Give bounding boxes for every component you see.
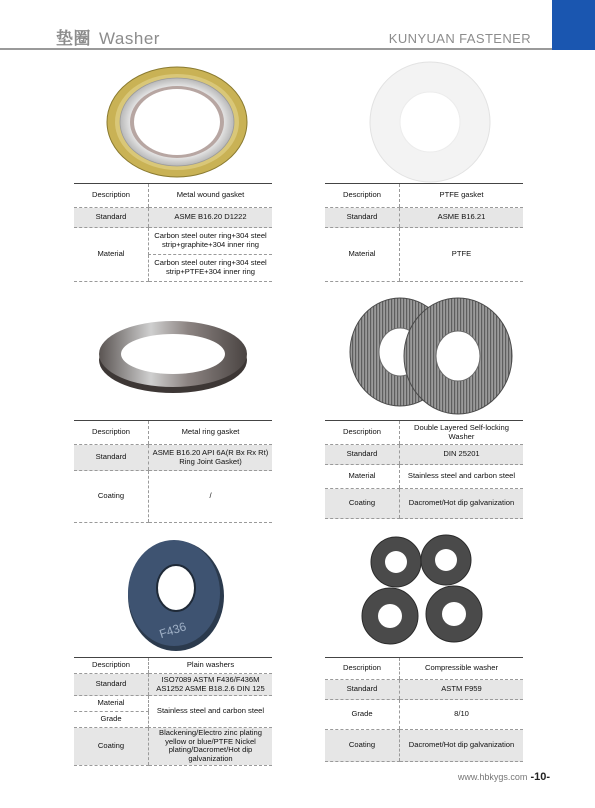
row-value: Stainless steel and carbon steel <box>149 696 273 728</box>
row-value: ASME B16.20 API 6A(R Bx Rx Rt) Ring Joint Gasket) <box>149 445 273 471</box>
row-label: Grade <box>74 712 149 728</box>
row-value: / <box>149 471 273 523</box>
plain-washer-photo <box>126 536 226 654</box>
row-label: Material <box>74 696 149 712</box>
spec-table-3 <box>74 420 272 523</box>
row-value: Dacromet/Hot dip galvanization <box>400 730 524 762</box>
row-label: Material <box>74 228 149 282</box>
row-label: Standard <box>74 208 149 228</box>
row-label: Description <box>74 421 149 445</box>
ptfe-gasket-photo <box>368 60 492 184</box>
spec-table-2 <box>325 183 523 282</box>
row-label: Coating <box>325 489 400 519</box>
table-row <box>74 674 272 696</box>
row-label: Standard <box>74 445 149 471</box>
spec-table-1 <box>74 183 272 282</box>
row-label: Coating <box>74 728 149 766</box>
table-row <box>74 184 272 208</box>
row-label: Standard <box>325 445 400 465</box>
page-title-cn: 垫圈 <box>56 29 91 48</box>
row-value: Double Layered Self-locking Washer <box>400 421 524 445</box>
row-value: Metal ring gasket <box>149 421 273 445</box>
row-value: Carbon steel outer ring+304 steel strip+graphite+304 inner ring <box>149 228 273 255</box>
row-value: Metal wound gasket <box>149 184 273 208</box>
row-value: Stainless steel and carbon steel <box>400 465 524 489</box>
row-label: Coating <box>74 471 149 523</box>
row-label: Description <box>74 184 149 208</box>
row-label: Description <box>325 184 400 208</box>
table-row <box>325 730 523 762</box>
row-label: Material <box>325 228 400 282</box>
table-row <box>74 228 272 255</box>
row-value: DIN 25201 <box>400 445 524 465</box>
table-row <box>325 465 523 489</box>
website-url: www.hbkygs.com <box>457 772 528 782</box>
row-value: Carbon steel outer ring+304 steel strip+PTFE+304 inner ring <box>149 255 273 282</box>
row-label: Standard <box>325 208 400 228</box>
table-row <box>325 700 523 730</box>
page-number: -10- <box>530 771 550 783</box>
header-divider <box>0 48 552 50</box>
page-footer <box>458 771 550 783</box>
corner-tab <box>552 0 595 50</box>
spec-table-6 <box>325 657 523 762</box>
row-value: Compressible washer <box>400 658 524 680</box>
table-row <box>325 489 523 519</box>
row-value: ASTM F959 <box>400 680 524 700</box>
row-label: Description <box>325 658 400 680</box>
row-value: 8/10 <box>400 700 524 730</box>
table-row <box>325 445 523 465</box>
table-row <box>325 184 523 208</box>
row-value: ASME B16.21 <box>400 208 524 228</box>
table-row <box>74 728 272 766</box>
row-value: PTFE gasket <box>400 184 524 208</box>
row-value: Dacromet/Hot dip galvanization <box>400 489 524 519</box>
brand-name: KUNYUAN FASTENER <box>388 31 531 46</box>
table-row <box>74 421 272 445</box>
page-header <box>0 0 595 52</box>
row-value: ISO7089 ASTM F436/F436M AS1252 ASME B18.2.6 DIN 125 <box>149 674 273 696</box>
washer-marking: F436 <box>157 619 188 642</box>
table-row <box>74 471 272 523</box>
table-row <box>74 445 272 471</box>
table-row <box>325 228 523 282</box>
row-label: Standard <box>325 680 400 700</box>
row-value: Blackening/Electro zinc plating yellow or blue/PTFE Nickel plating/Dacromet/Hot dip galvanization <box>149 728 273 766</box>
row-label: Description <box>74 658 149 674</box>
row-label: Material <box>325 465 400 489</box>
row-value: PTFE <box>400 228 524 282</box>
row-value: Plain washers <box>149 658 273 674</box>
spiral-wound-gasket-photo <box>104 62 250 180</box>
table-row <box>74 696 272 712</box>
row-label: Grade <box>325 700 400 730</box>
spec-table-4 <box>325 420 523 519</box>
row-label: Coating <box>325 730 400 762</box>
table-row <box>74 658 272 674</box>
table-row <box>325 658 523 680</box>
row-label: Description <box>325 421 400 445</box>
compressible-washer-photo <box>352 534 492 654</box>
spec-table-5 <box>74 657 272 766</box>
page-title <box>56 24 160 49</box>
row-label: Standard <box>74 674 149 696</box>
self-locking-washer-photo <box>346 294 516 418</box>
page-title-en: Washer <box>99 29 160 48</box>
table-row <box>325 421 523 445</box>
table-row <box>74 208 272 228</box>
table-row <box>325 680 523 700</box>
metal-ring-gasket-photo <box>96 316 250 396</box>
table-row <box>325 208 523 228</box>
row-value: ASME B16.20 D1222 <box>149 208 273 228</box>
